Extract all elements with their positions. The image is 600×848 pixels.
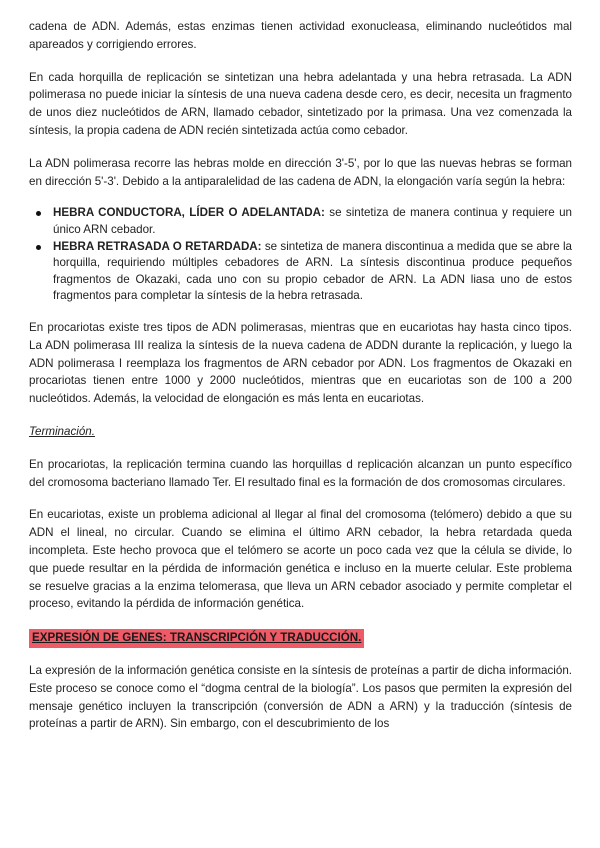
subheading-termination: Terminación. bbox=[29, 424, 95, 438]
section-heading-gene-expression: EXPRESIÓN DE GENES: TRANSCRIPCIÓN Y TRADUCCIÓN. bbox=[29, 629, 364, 648]
paragraph-eukaryote-telomere: En eucariotas, existe un problema adicional al llegar al final del cromosoma (telómero) debido a que su ADN el lineal, no circular. Cuando se elimina el último ARN cebador, la hebra retardada queda incompleta. Este hecho provoca que el telómero se acorte un poco cada vez que la célula se divide, lo que puede resultar en la pérdida de información genética e incluso en la muerte celular. Este problema se resuelve gracias a la enzima telomerasa, que lleva un ARN cebador asociado y permite completar el proceso, evitando la pérdida de información genética. bbox=[29, 508, 572, 611]
list-item-leading-strand bbox=[53, 205, 572, 238]
paragraph-replication-fork: En cada horquilla de replicación se sintetizan una hebra adelantada y una hebra retrasada. La ADN polimerasa no puede iniciar la síntesis de una nueva cadena desde cero, es decir, necesita un fragmento de unos diez nucleótidos de ARN, llamado cebador, sintetizado por la primasa. Una vez comenzada la síntesis, la propia cadena de ADN recién sintetizada actúa como cebador. bbox=[29, 70, 572, 137]
paragraph-exonuclease: cadena de ADN. Además, estas enzimas tienen actividad exonucleasa, eliminando nucleótidos mal apareados y corrigiendo errores. bbox=[29, 20, 572, 51]
paragraph-gene-expression: La expresión de la información genética consiste en la síntesis de proteínas a partir de dicha información. Este proceso se conoce como el “dogma central de la biología”. Los pasos que permiten la expresión del mensaje genético incluyen la transcripción (conversión de ADN a ARN) y la traducción (síntesis de proteínas a partir de ARN). Sin embargo, con el descubrimiento de los bbox=[29, 664, 572, 731]
bullet-icon bbox=[36, 245, 41, 250]
strand-list bbox=[29, 205, 572, 305]
paragraph-prokaryote-termination: En procariotas, la replicación termina cuando las horquillas d replicación alcanzan un punto específico del cromosoma bacteriano llamado Ter. El resultado final es la formación de dos cromosomas circulares. bbox=[29, 457, 572, 489]
lagging-strand-text: se sintetiza de manera discontinua a medida que se abre la horquilla, requiriendo múltiples cebadores de ARN. La síntesis discontinua produce pequeños fragmentos de Okazaki, cada uno con su propio cebador de ARN. La ADN liasa uno de estos fragmentos para completar la síntesis de la hebra retrasada. bbox=[53, 239, 572, 303]
paragraph-direction: La ADN polimerasa recorre las hebras molde en dirección 3'-5', por lo que las nuevas hebras se forman en dirección 5'-3'. Debido a la antiparalelidad de las cadena de ADN, la elongación varía según la hebra: bbox=[29, 156, 572, 188]
document-page bbox=[29, 18, 572, 748]
list-item-lagging-strand bbox=[53, 239, 572, 305]
bullet-icon bbox=[36, 211, 41, 216]
lagging-strand-term: HEBRA RETRASADA O RETARDADA: bbox=[53, 239, 262, 253]
leading-strand-text: se sintetiza de manera continua y requiere un único ARN cebador. bbox=[53, 206, 572, 236]
leading-strand-term: HEBRA CONDUCTORA, LÍDER O ADELANTADA: bbox=[53, 206, 325, 220]
paragraph-polymerases: En procariotas existe tres tipos de ADN polimerasas, mientras que en eucariotas hay hasta cinco tipos. La ADN polimerasa III realiza la síntesis de la nueva cadena de ADDN durante la replicación, y luego la ADN polimerasa I reemplaza los fragmentos de ARN cebador por ADN. Los fragmentos de Okazaki en procariotas tienen entre 1000 y 2000 nucleótidos, mientras que en eucariotas son de 100 a 200 nucleótidos. Además, la velocidad de elongación es más lenta en eucariotas. bbox=[29, 320, 572, 406]
